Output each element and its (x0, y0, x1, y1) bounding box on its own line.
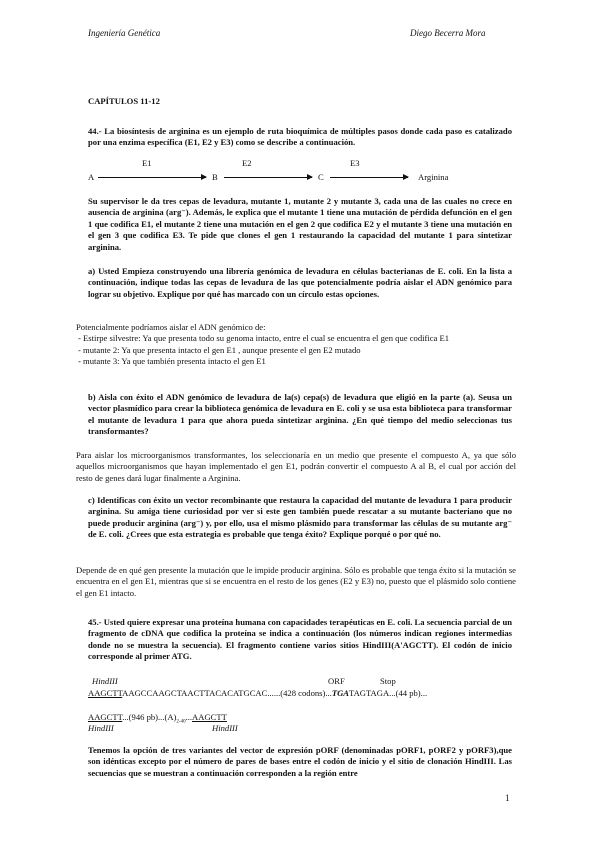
answer-a-item: - mutante 2: Ya que presenta intacto el gen E1 , aunque presente el gen E2 mutado (78, 344, 361, 355)
sequence-segment: TAGTAGA...(44 pb)... (349, 688, 428, 698)
answer-a-item: - mutante 3: Ya que también presenta intacto el gen E1 (78, 356, 266, 367)
enzyme-e1: E1 (142, 158, 152, 168)
hindiii-label: HindIII (92, 676, 118, 686)
header-left: Ingeniería Genética (88, 28, 161, 38)
chapter-title: CAPÍTULOS 11-12 (88, 96, 160, 106)
header-right: Diego Becerra Mora (410, 28, 486, 38)
compound-a: A (88, 172, 95, 182)
hindiii-label: HindIII (88, 723, 114, 733)
q45-intro: 45.- Usted quiere expresar una proteína humana con capacidades terapéuticas en E. coli. La secuencia parcial de un fragmento de cDNA que codifica la proteína se indica a continuación (los números indican regiones intermedias donde no se muestra la secuencia). El fragmento contiene varios sitios HindIII(A'AGCTT). El codón de inicio corresponde al primer ATG. (88, 617, 512, 662)
arrow-b-c (224, 177, 312, 178)
answer-c: Depende de en qué gen presente la mutación que le impide producir arginina. Sólo es probable que tenga éxito si la mutación se encuentra en el gen E1, mientras que si se encuentra en el resto de los genes (E2 y E3) no, puesto que el plásmido solo contiene el gen E1 intacto. (76, 565, 516, 598)
pathway-diagram (88, 158, 528, 188)
q44-intro: 44.- La biosíntesis de arginina es un ejemplo de ruta bioquímica de múltiples pasos donde cada paso es catalizado por una enzima específica (E1, E2 y E3) como se describe a continuación. (88, 126, 512, 148)
q44-question-c: c) Identificas con éxito un vector recombinante que restaura la capacidad del mutante de levadura 1 para producir arginina. Su amiga tiene curiosidad por ver si este gen también puede rescatar a su mutante bacteriano que no puede producir arginina (arg⁻) y, por ello, usa el mismo plásmido para transformar las células de su mutante arg⁻ de E. coli. ¿Crees que esta estrategia es probable que tenga éxito? Explique porqué o por qué no. (88, 495, 512, 540)
sequence-segment: ... (185, 712, 193, 722)
answer-a (76, 322, 516, 368)
hindiii-label: HindIII (212, 723, 238, 733)
arrow-c-arginina (330, 177, 408, 178)
answer-a-item: - Estirpe silvestre: Ya que presenta todo su genoma intacto, entre el cual se encuentra el gen que codifica E1 (78, 333, 450, 344)
arrow-a-b (98, 177, 206, 178)
sequence-labels-2 (88, 723, 388, 735)
sequence-labels-1 (88, 676, 528, 688)
compound-c: C (318, 172, 324, 182)
q44-question-a: a) Usted Empieza construyendo una librería genómica de levadura en células bacterianas de E. coli. En la lista a continuación, indique todas las cepas de levadura de las que potencialmente podría aislar el ADN genómico para lograr su objetivo. Explique por qué has marcado con un círculo estas opciones. (88, 266, 512, 299)
compound-b: B (212, 172, 218, 182)
q44-question-b: b) Aisla con éxito el ADN genómico de levadura de la(s) cepa(s) de levadura que eligió en la parte (a). Seusa un vector plasmídico para crear la biblioteca genómica de levadura en E. coli y se usa esta biblioteca para transformar el mutante de levadura 1 para que ahora pueda sintetizar arginina. ¿En qué tiempo del medio seleccionas tus transformantes? (88, 392, 512, 437)
enzyme-e2: E2 (242, 158, 252, 168)
enzyme-e3: E3 (350, 158, 360, 168)
q44-context: Su supervisor le da tres cepas de levadura, mutante 1, mutante 2 y mutante 3, cada una de las cuales no crece en ausencia de arginina (arg⁻). Además, le explica que el mutante 1 tiene una mutación de pérdida defunción en el gen 1 que codifica E1, el mutante 2 tiene una mutación en el gen 2 que codifica E2 y el mutante 3 tiene una mutación en el gen 3 que codifica E3. Te pide que clones el gen 1 restaurando la capacidad del mutante 1 para sintetizar arginina. (88, 196, 512, 252)
sequence-line-1 (88, 688, 427, 699)
orf-label: ORF (328, 676, 345, 686)
hindiii-site: AAGCTT (192, 712, 227, 722)
sequence-segment: ...(946 pb)...(A) (122, 712, 177, 722)
hindiii-site: AAGCTT (88, 688, 123, 698)
hindiii-site: AAGCTT (88, 712, 123, 722)
polya-length: 2-40 (176, 719, 186, 725)
page-number: 1 (505, 793, 510, 803)
answer-a-intro: Potencialmente podríamos aislar el ADN genómico de: (76, 322, 266, 332)
compound-arginina: Arginina (418, 172, 449, 182)
stop-label: Stop (380, 676, 396, 686)
answer-b: Para aislar los microorganismos transformantes, los seleccionaría en un medio que presente el compuesto A, ya que sólo aquellos microorganismos que hayan implementado el gen E1, podrán convertir el compuesto A al B, el cual por acción del resto de genes dará lugar finalmente a Arginina. (76, 450, 516, 483)
sequence-segment: AAGCCAAGCTAACTTACACATGCAC......(428 codons)... (122, 688, 332, 698)
q45-outro: Tenemos la opción de tres variantes del vector de expresión pORF (denominadas pORF1, pORF2 y pORF3),que son idénticas excepto por el número de pares de bases entre el codón de inicio y el sitio de clonación HindIII. Las secuencias que se muestran a continuación corresponden a la región entre (88, 745, 512, 778)
stop-codon: TGA (331, 688, 350, 698)
